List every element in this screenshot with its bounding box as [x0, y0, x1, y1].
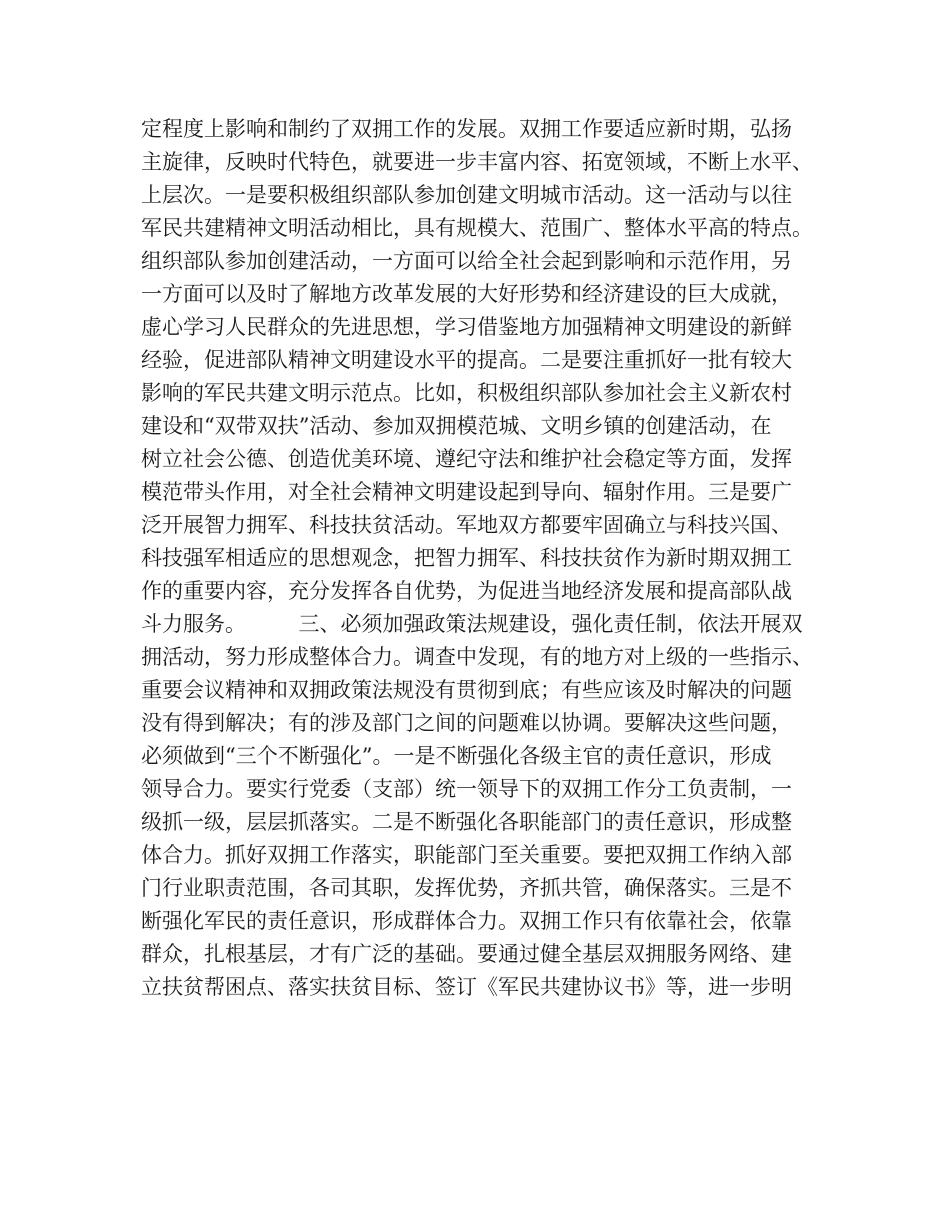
- text-line: 军民共建精神文明活动相比，具有规模大、范围广、整体水平高的特点。: [141, 216, 813, 240]
- text-line: 组织部队参加创建活动，一方面可以给全社会起到影响和示范作用，另: [141, 249, 792, 273]
- text-line: 经验，促进部队精神文明建设水平的提高。二是要注重抓好一批有较大: [141, 348, 792, 372]
- text-line: 定程度上影响和制约了双拥工作的发展。双拥工作要适应新时期，弘扬: [141, 117, 792, 141]
- text-line: 上层次。一是要积极组织部队参加创建文明城市活动。这一活动与以往: [141, 183, 792, 207]
- body-text: [141, 113, 831, 1004]
- text-line: 一方面可以及时了解地方改革发展的大好形势和经济建设的巨大成就，: [141, 282, 792, 306]
- text-line: 领导合力。要实行党委（支部）统一领导下的双拥工作分工负责制，一: [141, 777, 792, 801]
- text-line: 断强化军民的责任意识，形成群体合力。双拥工作只有依靠社会，依靠: [141, 909, 792, 933]
- text-line: 体合力。抓好双拥工作落实，职能部门至关重要。要把双拥工作纳入部: [141, 843, 792, 867]
- text-line: 泛开展智力拥军、科技扶贫活动。军地双方都要牢固确立与科技兴国、: [141, 513, 792, 537]
- text-line: 主旋律，反映时代特色，就要进一步丰富内容、拓宽领域，不断上水平、: [141, 150, 813, 174]
- text-line: 影响的军民共建文明示范点。比如，积极组织部队参加社会主义新农村: [141, 381, 792, 405]
- text-line: 树立社会公德、创造优美环境、遵纪守法和维护社会稳定等方面，发挥: [141, 447, 792, 471]
- text-line: 建设和“双带双扶”活动、参加双拥模范城、文明乡镇的创建活动，在: [141, 414, 772, 438]
- text-line: 虚心学习人民群众的先进思想，学习借鉴地方加强精神文明建设的新鲜: [141, 315, 792, 339]
- text-line: 没有得到解决；有的涉及部门之间的问题难以协调。要解决这些问题，: [141, 711, 792, 735]
- text-line: 作的重要内容，充分发挥各自优势，为促进当地经济发展和提高部队战: [141, 579, 792, 603]
- text-line: 模范带头作用，对全社会精神文明建设起到导向、辐射作用。三是要广: [141, 480, 792, 504]
- text-line: 重要会议精神和双拥政策法规没有贯彻到底；有些应该及时解决的问题: [141, 678, 792, 702]
- text-line: 斗力服务。 三、必须加强政策法规建设，强化责任制，依法开展双: [141, 612, 803, 636]
- text-line: 拥活动，努力形成整体合力。调查中发现，有的地方对上级的一些指示、: [141, 645, 813, 669]
- text-line: 群众，扎根基层，才有广泛的基础。要通过健全基层双拥服务网络、建: [141, 942, 792, 966]
- text-line: 必须做到“三个不断强化”。一是不断强化各级主官的责任意识，形成: [141, 744, 772, 768]
- text-line: 科技强军相适应的思想观念，把智力拥军、科技扶贫作为新时期双拥工: [141, 546, 792, 570]
- text-line: 门行业职责范围，各司其职，发挥优势，齐抓共管，确保落实。三是不: [141, 876, 792, 900]
- text-line: 级抓一级，层层抓落实。二是不断强化各职能部门的责任意识，形成整: [141, 810, 792, 834]
- text-line: 立扶贫帮困点、落实扶贫目标、签订《军民共建协议书》等，进一步明: [141, 975, 792, 999]
